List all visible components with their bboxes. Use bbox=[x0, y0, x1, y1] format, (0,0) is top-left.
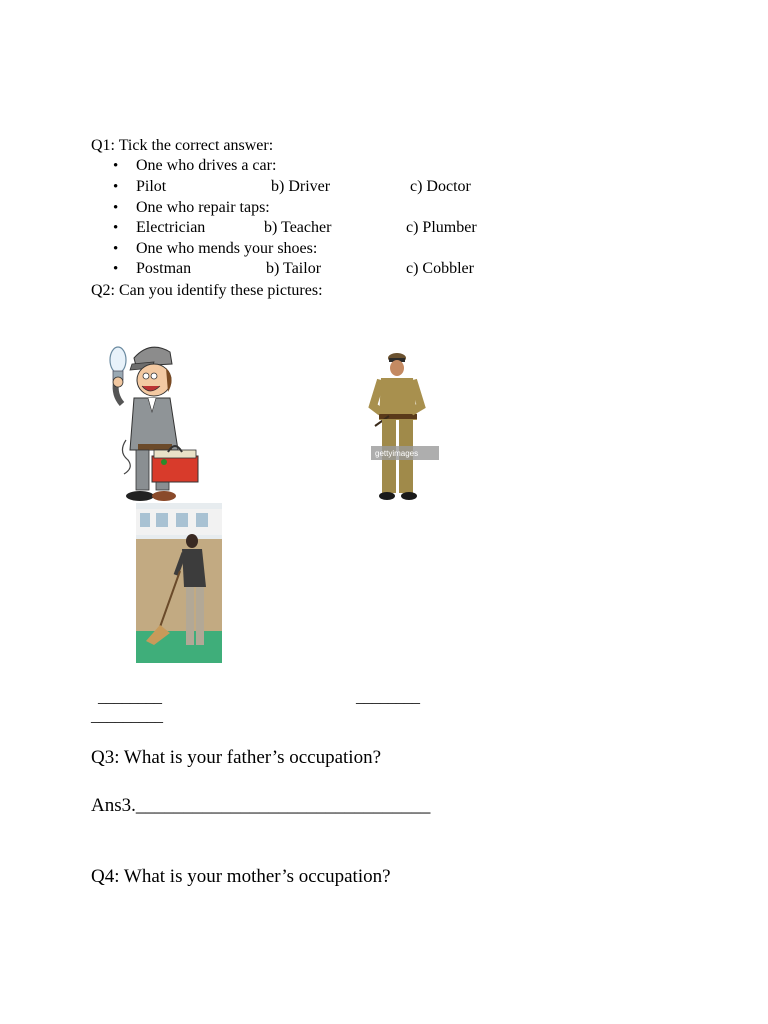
q1-option-a: Pilot bbox=[136, 178, 167, 195]
q1-heading: Q1: Tick the correct answer: bbox=[91, 137, 274, 154]
q1-option-c: c) Plumber bbox=[406, 219, 477, 236]
q3-question: Q3: What is your father’s occupation? bbox=[91, 747, 382, 768]
q1-option-c: c) Doctor bbox=[410, 178, 471, 195]
q1-option-a: Postman bbox=[136, 260, 192, 277]
answer-blank[interactable]: ________ bbox=[356, 689, 420, 706]
sweeper-image bbox=[136, 503, 222, 663]
bullet: • bbox=[113, 220, 119, 236]
q1-item-2: One who repair taps: bbox=[136, 199, 270, 216]
police-officer-image bbox=[355, 350, 445, 505]
bullet: • bbox=[113, 158, 119, 174]
q1-option-b: b) Tailor bbox=[266, 260, 322, 277]
q1-option-c: c) Cobbler bbox=[406, 260, 474, 277]
q2-heading: Q2: Can you identify these pictures: bbox=[91, 282, 323, 299]
q1-option-b: b) Driver bbox=[271, 178, 331, 195]
q1-option-b: b) Teacher bbox=[264, 219, 332, 236]
bullet: • bbox=[113, 200, 119, 216]
q4-question: Q4: What is your mother’s occupation? bbox=[91, 866, 391, 887]
q1-item-3: One who mends your shoes: bbox=[136, 240, 318, 257]
bullet: • bbox=[113, 241, 119, 257]
bullet: • bbox=[113, 261, 119, 277]
answer-blank[interactable]: _________ bbox=[91, 708, 163, 725]
bullet: • bbox=[113, 179, 119, 195]
answer-blank[interactable]: ________ bbox=[98, 689, 162, 706]
q3-answer-line[interactable]: Ans3._______________________________ bbox=[91, 795, 431, 816]
q1-item-1: One who drives a car: bbox=[136, 157, 277, 174]
q1-option-a: Electrician bbox=[136, 219, 206, 236]
watermark-text: gettyimages bbox=[375, 449, 419, 458]
electrician-cartoon-image bbox=[104, 340, 204, 505]
